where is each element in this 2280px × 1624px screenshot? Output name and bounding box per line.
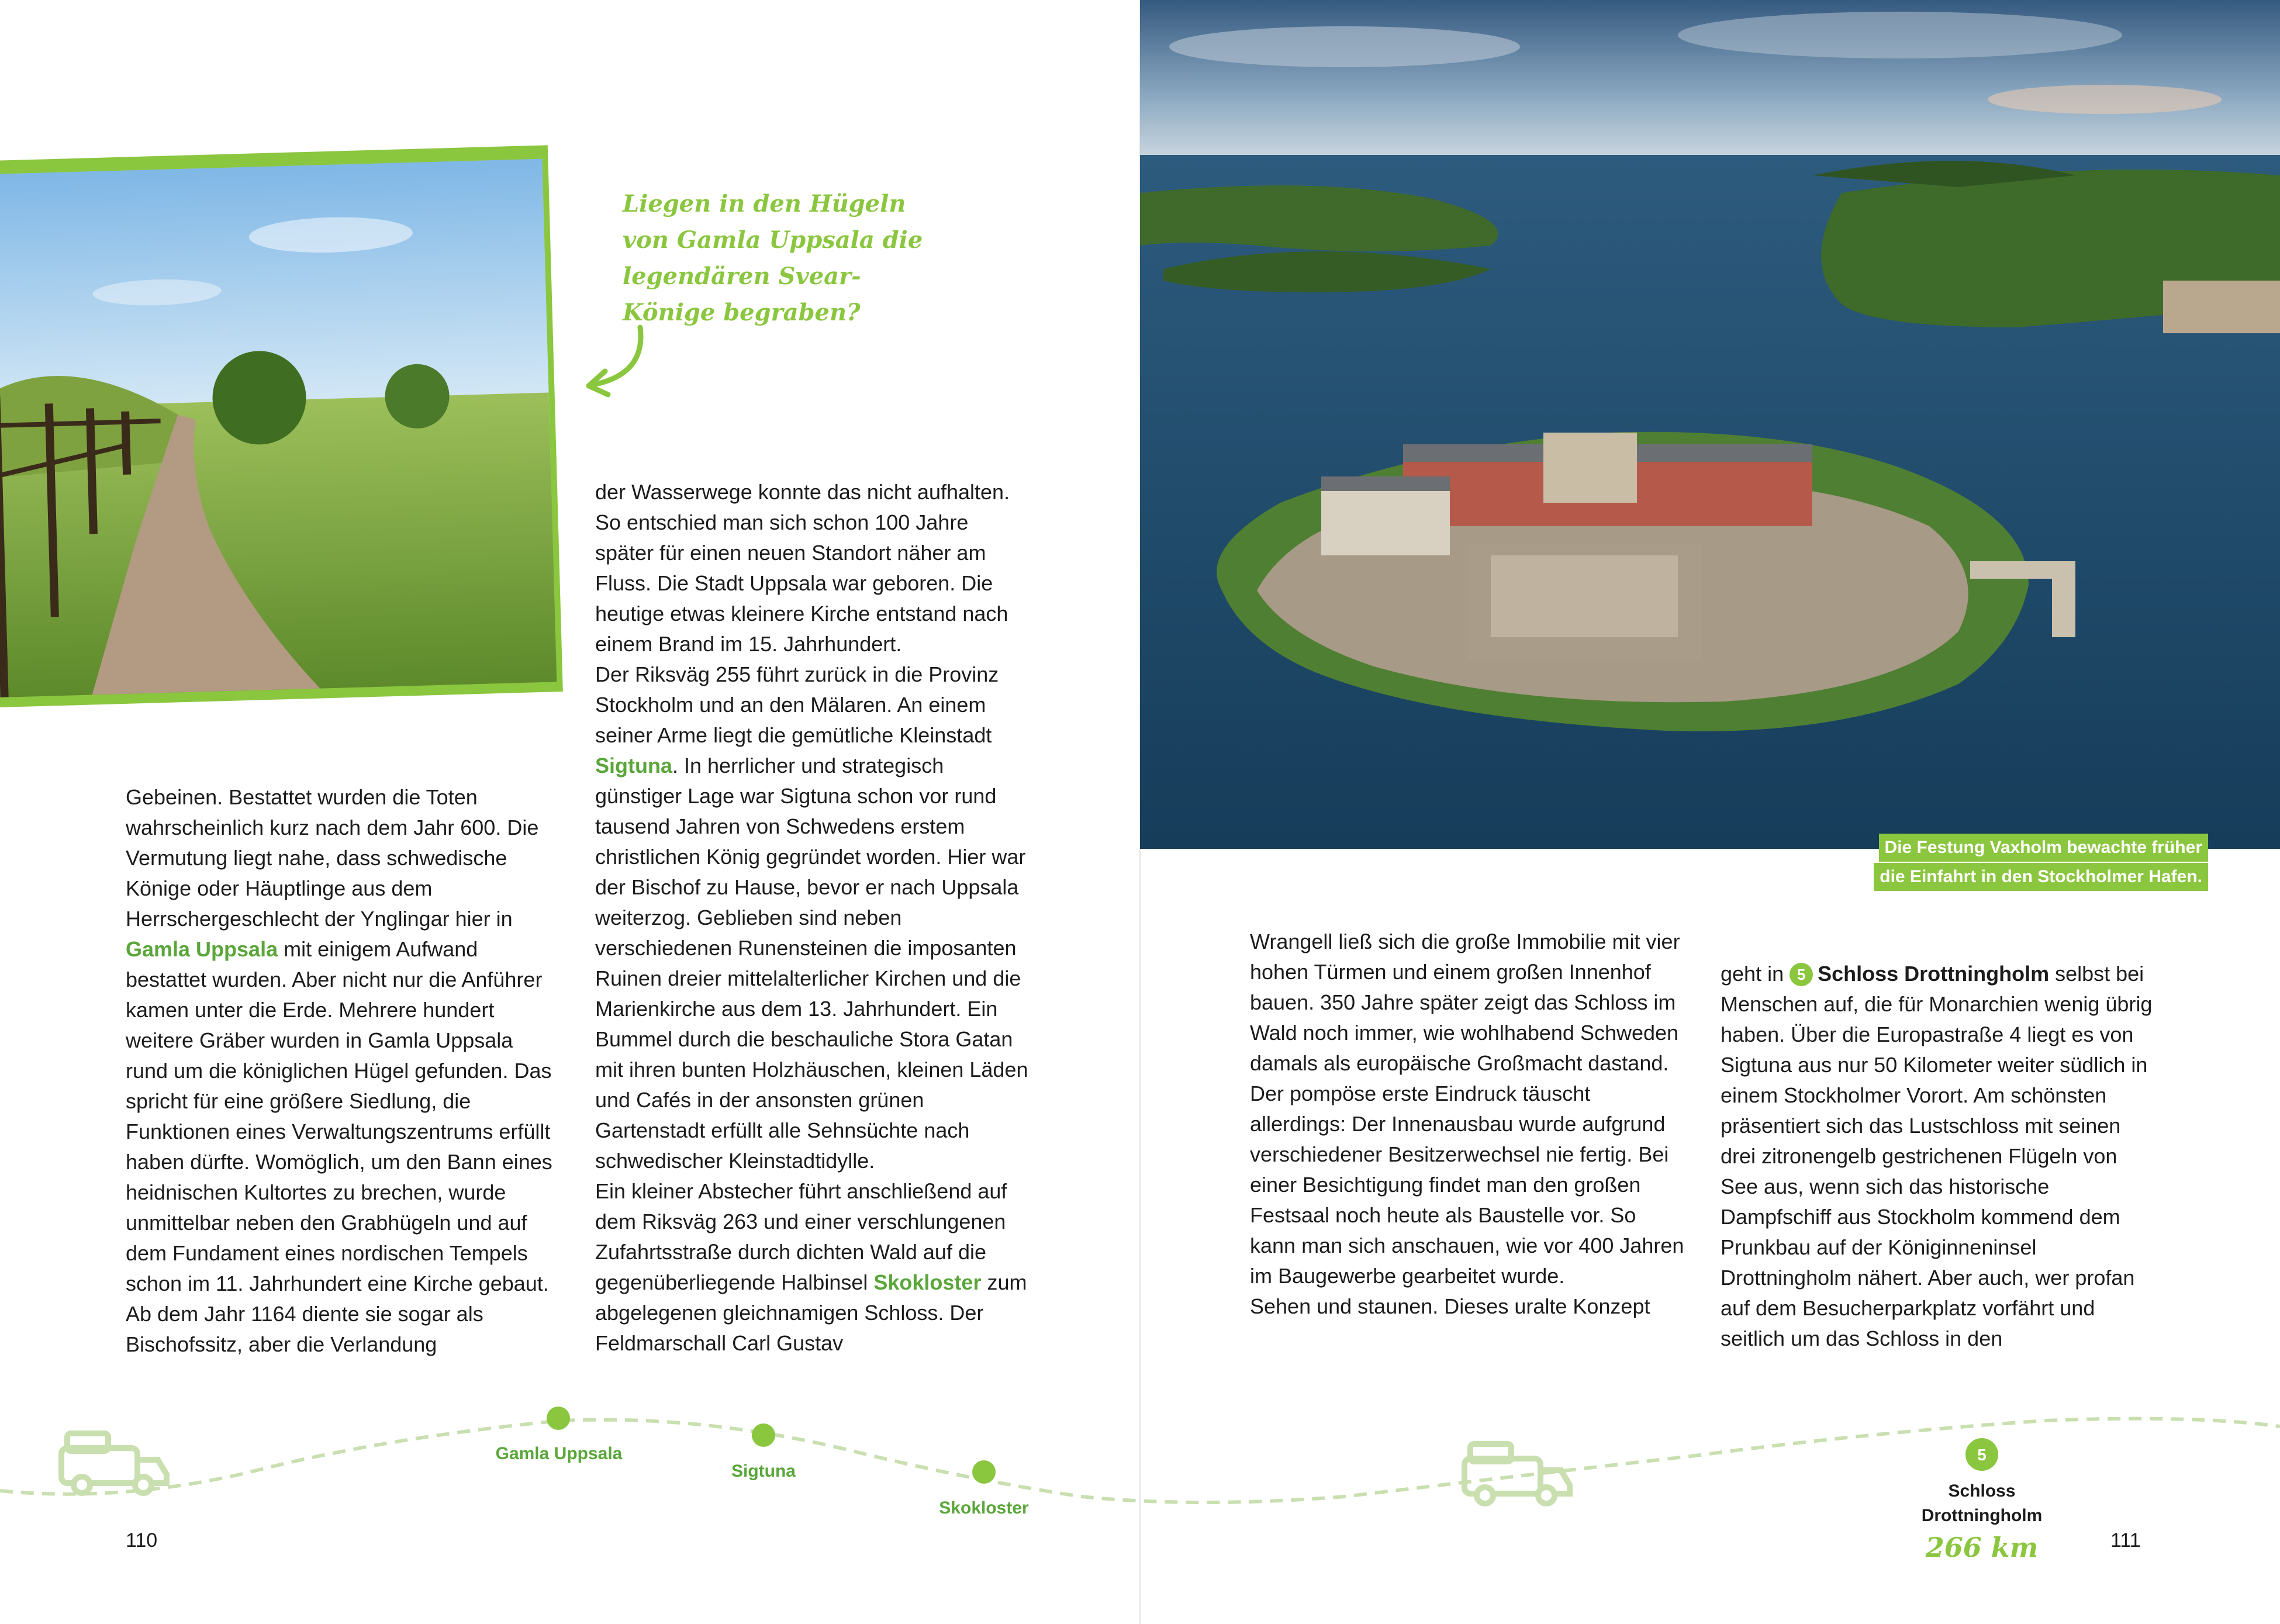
text-run: Gebeinen. Bestattet wurden die Toten wahrscheinlich kurz nach dem Jahr 600. Die Vermutung liegt nahe, dass schwedische Könige oder Häuptlinge aus dem Herrschergeschlecht der Ynglingar hier in — [126, 785, 539, 931]
stop-number-badge: 5 — [1790, 963, 1813, 986]
route-stop-gamla-uppsala — [547, 1407, 570, 1430]
paragraph: der Wasserwege konnte das nicht aufhalten. So entschied man sich schon 100 Jahre später für einen neuen Standort näher am Fluss. Die Stadt Uppsala war geboren. Die heutige etwas kleinere Kirche entstand nach einem Brand im 15. Jahrhundert. — [595, 480, 1010, 656]
route-label-sigtuna: Sigtuna — [731, 1461, 796, 1481]
page-number-right: 111 — [2110, 1529, 2141, 1552]
text-run: mit einigem Aufwand bestattet wurden. Aber nicht nur die Anführer kamen unter die Erde. Mehrere hundert weitere Gräber wurden in Gamla Uppsala rund um die königlichen Hügel gefunden. Das spricht für eine größere Siedlung, die Funktionen eines Verwaltungszentrums erfüllt haben dürfte. Womöglich, um den Bann eines heidnischen Kultortes zu brechen, wurde unmittelbar neben den Grabhügeln und auf dem Fundament eines nordischen Tempels schon im 11. Jahrhundert eine Kirche gebaut. Ab dem Jahr 1164 diente sie sogar als Bischofssitz, aber die Verlandung — [126, 937, 552, 1356]
text-run: . In herrlicher und strategisch günstiger Lage war Sigtuna schon vor rund tausend Jahren von Schwedens erstem christlichen König gegründet worden. Hier war der Bischof zu Hause, bevor er nach Uppsala weiterzog. Geblieben sind neben verschiedenen Runensteinen die imposanten Ruinen dreier mittelalterlicher Kirchen und die Marienkirche aus dem 13. Jahrhundert. Ein Bummel durch die beschauliche Stora Gatan mit ihren bunten Holzhäuschen, kleinen Läden und Cafés in der ansonsten grünen Gartenstadt erfüllt alle Sehnsüchte nach schwedischer Kleinstadtidylle. — [595, 754, 1028, 1173]
text-run: geht in — [1721, 962, 1790, 986]
text-run: Ein kleiner Abstecher führt anschließend auf dem Riksväg 263 und einer verschlungenen Zufahrtsstraße durch dichten Wald auf die gegenüberliegende Halbinsel — [595, 1179, 1007, 1294]
route-label-gamla-uppsala: Gamla Uppsala — [495, 1444, 623, 1463]
vaxholm-fortress-photo — [1140, 0, 2280, 849]
text-column-4 — [1721, 959, 2156, 1354]
highlight-schloss-drottningholm: Schloss Drottningholm — [1818, 962, 2050, 986]
text-run: zum abgelegenen gleichnamigen Schloss. Der Feldmarschall Carl Gustav — [595, 1270, 1027, 1355]
text-column-3 — [1250, 927, 1685, 1322]
text-run: selbst bei Menschen auf, die für Monarchien wenig übrig haben. Über die Europastraße 4 liegt es von Sigtuna aus nur 50 Kilometer weiter südlich in einem Stockholmer Vorort. Am schönsten präsentiert sich das Lustschloss mit seinen drei zitronengelb gestrichenen Flügeln von See aus, wenn sich das historische Dampfschiff aus Stockholm kommend dem Prunkbau auf der Königinneninsel Drottningholm nähert. Aber auch, wer profan auf dem Besucherparkplatz vorfährt und seitlich um das Schloss in den — [1721, 962, 2153, 1350]
camper-icon — [61, 1433, 167, 1493]
caption-line-1: Die Festung Vaxholm bewachte früher — [1879, 834, 2208, 862]
handwritten-note: Liegen in den Hügeln von Gamla Uppsala die legendären Svear-Könige begraben? — [623, 190, 923, 326]
destination-line-1: Schloss — [1948, 1481, 2016, 1501]
paragraph: Sehen und staunen. Dieses uralte Konzept — [1250, 1294, 1650, 1318]
route-label-skokloster: Skokloster — [939, 1498, 1029, 1518]
caption-line-2: die Einfahrt in den Stockholmer Hafen. — [1874, 863, 2208, 891]
text-column-2 — [595, 477, 1031, 1359]
gamla-uppsala-photo — [0, 159, 557, 698]
text-run: Der Riksväg 255 führt zurück in die Provinz Stockholm und an den Mälaren. An einem seiner Arme liegt die gemütliche Kleinstadt — [595, 662, 999, 747]
paragraph: Wrangell ließ sich die große Immobilie mit vier hohen Türmen und einem großen Innenhof bauen. 350 Jahre später zeigt das Schloss im Wald noch immer, wie wohlhabend Schweden damals als europäische Großmacht dastand. Der pompöse erste Eindruck täuscht allerdings: Der Innenausbau wurde aufgrund verschiedener Besitzerwechsel nie fertig. Bei einer Besichtigung findet man den großen Festsaal noch heute als Baustelle vor. So kann man sich anschauen, wie vor 400 Jahren im Baugewerbe gearbeitet wurde. — [1250, 930, 1684, 1288]
highlight-sigtuna: Sigtuna — [595, 754, 672, 778]
arrow-curved-icon — [576, 316, 664, 403]
route-distance: 266 km — [1925, 1532, 2039, 1563]
route-destination-label — [1894, 1479, 2070, 1528]
text-column-1 — [126, 782, 552, 1360]
highlight-skokloster: Skokloster — [873, 1270, 982, 1294]
highlight-gamla-uppsala: Gamla Uppsala — [126, 937, 278, 961]
photo-caption — [1874, 834, 2208, 892]
camper-icon — [1464, 1444, 1570, 1504]
destination-line-2: Drottningholm — [1921, 1506, 2043, 1525]
route-stop-skokloster — [972, 1460, 996, 1484]
gamla-uppsala-illustration — [0, 159, 557, 698]
page-number-left: 110 — [126, 1529, 158, 1552]
route-stop-sigtuna — [752, 1423, 775, 1447]
vaxholm-illustration — [1140, 0, 2280, 849]
route-destination-number: 5 — [1977, 1446, 1987, 1464]
